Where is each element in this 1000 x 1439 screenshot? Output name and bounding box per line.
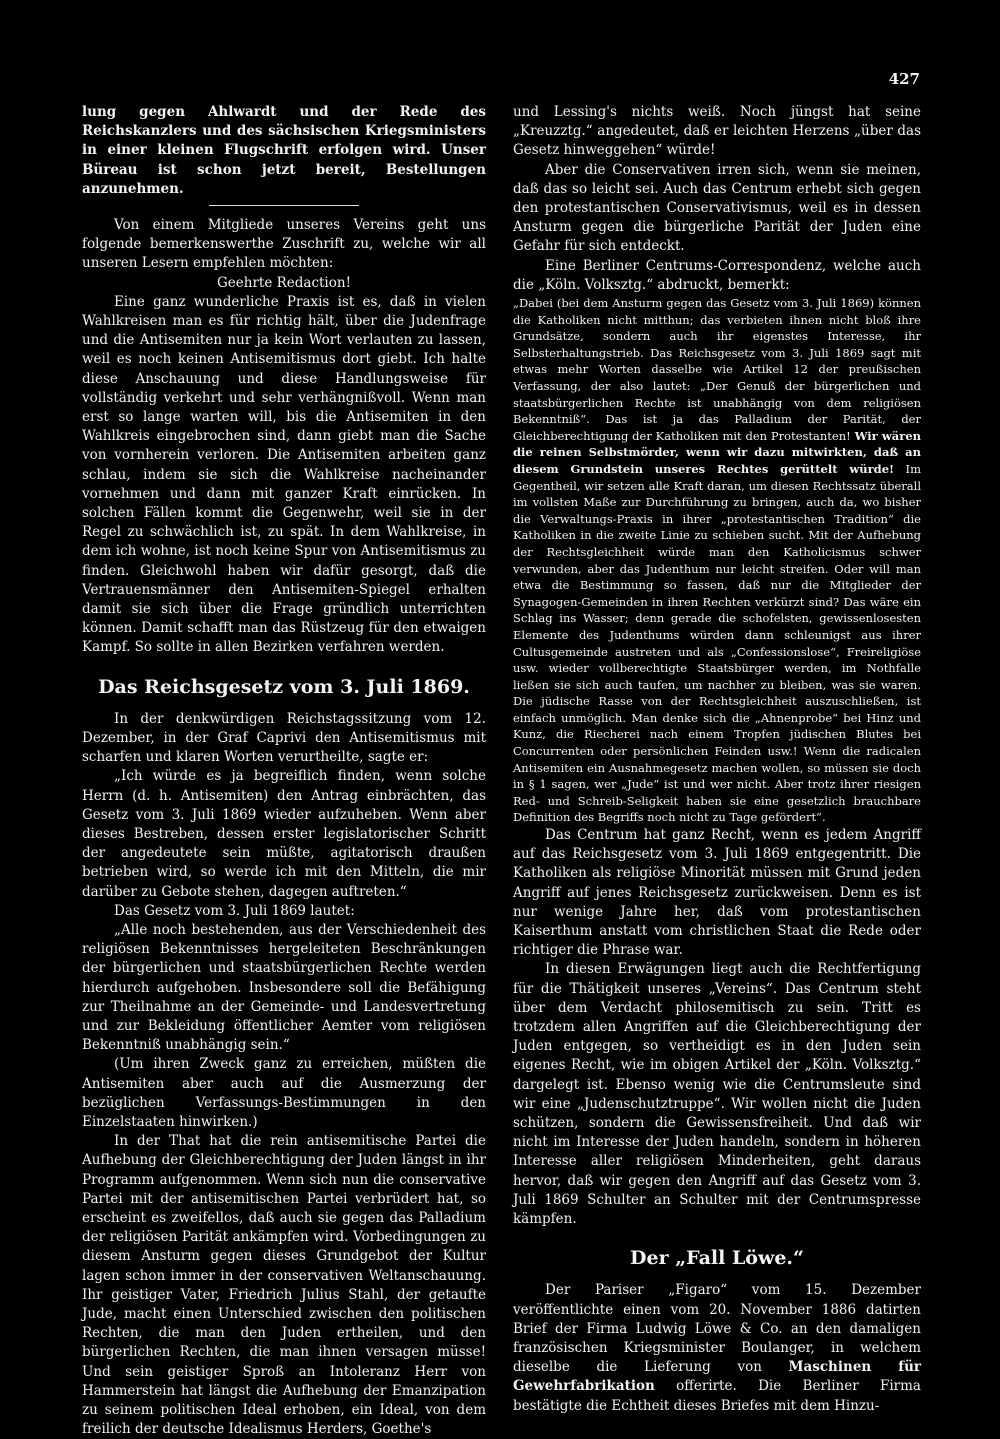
left-column (82, 103, 486, 1439)
paragraph: (Um ihren Zweck ganz zu erreichen, müßten die Antisemiten aber auch auf die Ausmerzung der bezüglichen Verfassungs-Bestimmungen in den Einzelstaaten hinwirken.) (82, 1056, 486, 1130)
intro-paragraph: lung gegen Ahlwardt und der Rede des Reichskanzlers und des sächsischen Kriegsministers in einer kleinen Flugschrift erfolgen wird. Unser Büreau ist schon jetzt bereit, Bestellungen anzunehmen. (82, 104, 486, 197)
paragraph: In der denkwürdigen Reichstagssitzung vom 12. Dezember, in der Graf Caprivi den Antisemitismus mit scharfen und klaren Worten verurtheilte, sagte er: (82, 710, 486, 766)
paragraph: Eine Berliner Centrums-Correspondenz, welche auch die „Köln. Volksztg.“ abdruckt, bemerkt: (513, 257, 921, 293)
quote-emphasis: Wir wären die reinen Selbstmörder, wenn wir dazu mitwirkten, daß an diesem Grundstein unseres Rechtes gerüttelt würde! (513, 428, 921, 476)
paragraph: Von einem Mitgliede unseres Vereins geht uns folgende bemerkenswerthe Zuschrift zu, welche wir all unseren Lesern empfehlen möchten: (82, 217, 486, 272)
paragraph: Aber die Conservativen irren sich, wenn sie meinen, daß das so leicht sei. Auch das Centrum erhebt sich gegen den protestantischen Conservativismus, weil es in dessen Ansturm gegen die bürgerliche Parität der Juden eine Gefahr für sich entdeckt. (513, 161, 921, 255)
paragraph: Eine ganz wunderliche Praxis ist es, daß in vielen Wahlkreisen man es für richtig hält, über die Judenfrage und die Antisemiten nur ja kein Wort verlauten zu lassen, weil es noch keinen Antisemitismus dort giebt. Ich halte diese Anschauung und diese Handlungsweise für vollständig verkehrt und sehr verhängnißvoll. Wenn man erst so lange warten will, bis die Antisemiten in den Wahlkreis eingebrochen sind, dann giebt man die Sache von vornherein verloren. Die Antisemiten arbeiten ganz schlau, indem sie sich die Wahlkreise nacheinander vornehmen und dann mit ganzer Kraft einrücken. In solchen Fällen kommt die Gegenwehr, weil sie in der Regel zu schwächlich ist, zu spät. In dem Wahlkreise, in dem ich wohne, ist noch keine Spur von Antisemitismus zu finden. Gleichwohl haben wir dafür gesorgt, daß die Vertrauensmänner den Antisemiten-Spiegel erhalten damit sie sich über die Frage gründlich unterrichten können. Damit schafft man das Rüstzeug für den etwaigen Kampf. So sollte in allen Bezirken verfahren werden. (82, 293, 486, 656)
section-heading: Der „Fall Löwe.“ (630, 1247, 804, 1270)
quote: „Ich würde es ja begreiflich finden, wenn solche Herrn (d. h. Antisemiten) den Antrag einbrächten, das Gesetz vom 3. Juli 1869 wieder aufzuheben. Wenn aber dieses Bestreben, dessen erster legislatorischer Schritt der angedeutete sein müßte, agitatorisch draußen betrieben wird, so werde ich mit den Mitteln, die mir darüber zu Gebote stehen, dagegen auftreten.“ (82, 768, 486, 900)
quote: „Alle noch bestehenden, aus der Verschiedenheit des religiösen Bekenntnisses hergeleiteten Beschränkungen der bürgerlichen und staatsbürgerlichen Rechte werden hierdurch aufgehoben. Insbesondere soll die Befähigung zur Theilnahme an der Gemeinde- und Landesvertretung und zur Bekleidung öffentlicher Aemter vom religiösen Bekenntniß unabhängig sein.“ (82, 921, 486, 1054)
quote-text: „Dabei (bei dem Ansturm gegen das Gesetz vom 3. Juli 1869) können die Katholiken nicht mitthun; das verbieten ihnen nicht bloß ihre Grundsätze, sondern auch ihr eigenstes Interesse, ihr Selbsterhaltungstrieb. Das Reichsgesetz vom 3. Juli 1869 sagt mit etwas mehr Worten dasselbe wie Artikel 12 der preußischen Verfassung, der also lautet: „Der Genuß der bürgerlichen und staatsbürgerlichen Rechte ist unabhängig von dem religiösen Bekenntniß“. Das ist ja das Palladium der Parität, der Gleichberechtigung der Katholiken mit den Protestanten! (513, 296, 921, 443)
paragraph: Das Centrum hat ganz Recht, wenn es jedem Angriff auf das Reichsgesetz vom 3. Juli 1869 entgegentritt. Die Katholiken als religiöse Minorität müssen mit Grund jeden Angriff auf jenes Reichsgesetz zurückweisen. Denn es ist nur wenige Jahre her, daß vom protestantischen Kaiserthum anstatt vom christlichen Staat die Rede oder richtiger die Phrase war. (513, 827, 921, 959)
right-column (513, 103, 921, 1416)
quoted-correspondence (513, 295, 921, 826)
paragraph: und Lessing's nichts weiß. Noch jüngst hat seine „Kreuzztg.“ angedeutet, daß er leichten Herzens „über das Gesetz hinweggehen“ würde! (513, 104, 921, 159)
text: offerirte. Die Berliner Firma bestätigte die Echtheit dieses Briefes mit dem Hinzu- (513, 1378, 921, 1414)
paragraph: In der That hat die rein antisemitische Partei die Aufhebung der Gleichberechtigung der Juden längst in ihr Programm aufgenommen. Wenn sich nun die conservative Partei mit der antisemitischen Partei verbrüdert hat, so erscheint es zweifellos, daß auch sie gegen das Palladium der religiösen Parität ankämpfen wird. Vorbedingungen zu diesem Ansturm gegen dieses Grundgebot der Kultur lagen schon immer in der conservativen Weltanschauung. Ihr geistiger Vater, Friedrich Julius Stahl, der getaufte Jude, macht einen Unterschied zwischen den politischen Rechten, die man den Juden ertheilen, und den bürgerlichen Rechten, die man ihnen versagen müsse! Und sein geistiger Sproß an Intoleranz Herr von Hammerstein hat längst die Aufhebung der Emanzipation zu seinem politischen Ideal erhoben, ein Ideal, von dem freilich der deutsche Idealismus Herders, Goethe's (82, 1133, 486, 1438)
paragraph (513, 1281, 921, 1415)
text: Der Pariser „Figaro“ vom 15. Dezember veröffentlichte einen vom 20. November 1886 datirten Brief der Firma Ludwig Löwe & Co. an den damaligen französischen Kriegsminister Boulanger, in welchem dieselbe die Lieferung von (513, 1282, 921, 1376)
section-heading: Das Reichsgesetz vom 3. Juli 1869. (98, 675, 470, 698)
emphasis: Maschinen für Gewehrfabrikation (513, 1359, 922, 1395)
paragraph: Das Gesetz vom 3. Juli 1869 lautet: (114, 902, 355, 919)
page-number: 427 (888, 70, 920, 88)
paragraph: In diesen Erwägungen liegt auch die Rechtfertigung für die Thätigkeit unseres „Vereins“. Das Centrum steht über dem Verdacht philosemitisch zu sein. Tritt es trotzdem allen Angriffen auf die Gleichberechtigung der Juden entgegen, so vertheidigt es in den Juden sein eigenes Recht, wie im obigen Artikel der „Köln. Volksztg.“ dargelegt ist. Ebenso wenig wie die Centrumsleute sind wir eine „Judenschutztruppe“. Wir wollen nicht die Juden schützen, sondern die Gewissensfreiheit. Und daß wir nicht im Interesse der Juden handeln, sondern in höheren Interesse aller religiösen Minderheiten, geht daraus hervor, daß wir gegen den Angriff auf das Gesetz vom 3. Juli 1869 Schulter an Schulter mit der Centrumspresse kämpfen. (513, 961, 921, 1228)
salutation: Geehrte Redaction! (216, 274, 351, 291)
divider (209, 205, 359, 206)
quote-text: Im Gegentheil, wir setzen alle Kraft daran, um diesen Rechtssatz überall im vollsten Maße zur Durchführung zu bringen, auch da, wo bisher die Verwaltungs-Praxis in ihrer „protestantischen Tradition“ die Katholiken in die zweite Linie zu schieben sucht. Mit der Aufhebung der Rechtsgleichheit würde man den Katholicismus schwer verwunden, aber das Judenthum nur leicht streifen. Oder will man etwa die Bestimmung so fassen, daß nur die Mitglieder der Synagogen-Gemeinden in ihren Rechten verkürzt sind? Das wäre ein Schlag ins Wasser; denn gerade die schofelsten, gewissenlosesten Elemente des Judenthums würden dann schleunigst aus ihrer Cultusgemeinde austreten und als „Confessionslose“, Freireligiöse usw. wieder vollberechtigte Staatsbürger werden, im Nothfalle ließen sie sich auch taufen, um nachher zu bleiben, was sie waren. Die jüdische Rasse von der Rechtsgleichheit auszuschließen, ist einfach unmöglich. Man denke sich die „Ahnenprobe“ bei Hinz und Kunz, die Riecherei nach einem Tropfen jüdischen Blutes bei Concurrenten oder persönlichen Feinden usw.! Wenn die radicalen Antisemiten ein Ausnahmegesetz machen wollen, so müssen sie doch in § 1 sagen, wer „Jude“ ist und wer nicht. Aber trotz ihrer riesigen Red- und Schreib-Seligkeit haben sie eine gesetzlich brauchbare Definition des Begriffs noch nicht zu Tage gefördert“. (513, 461, 921, 825)
